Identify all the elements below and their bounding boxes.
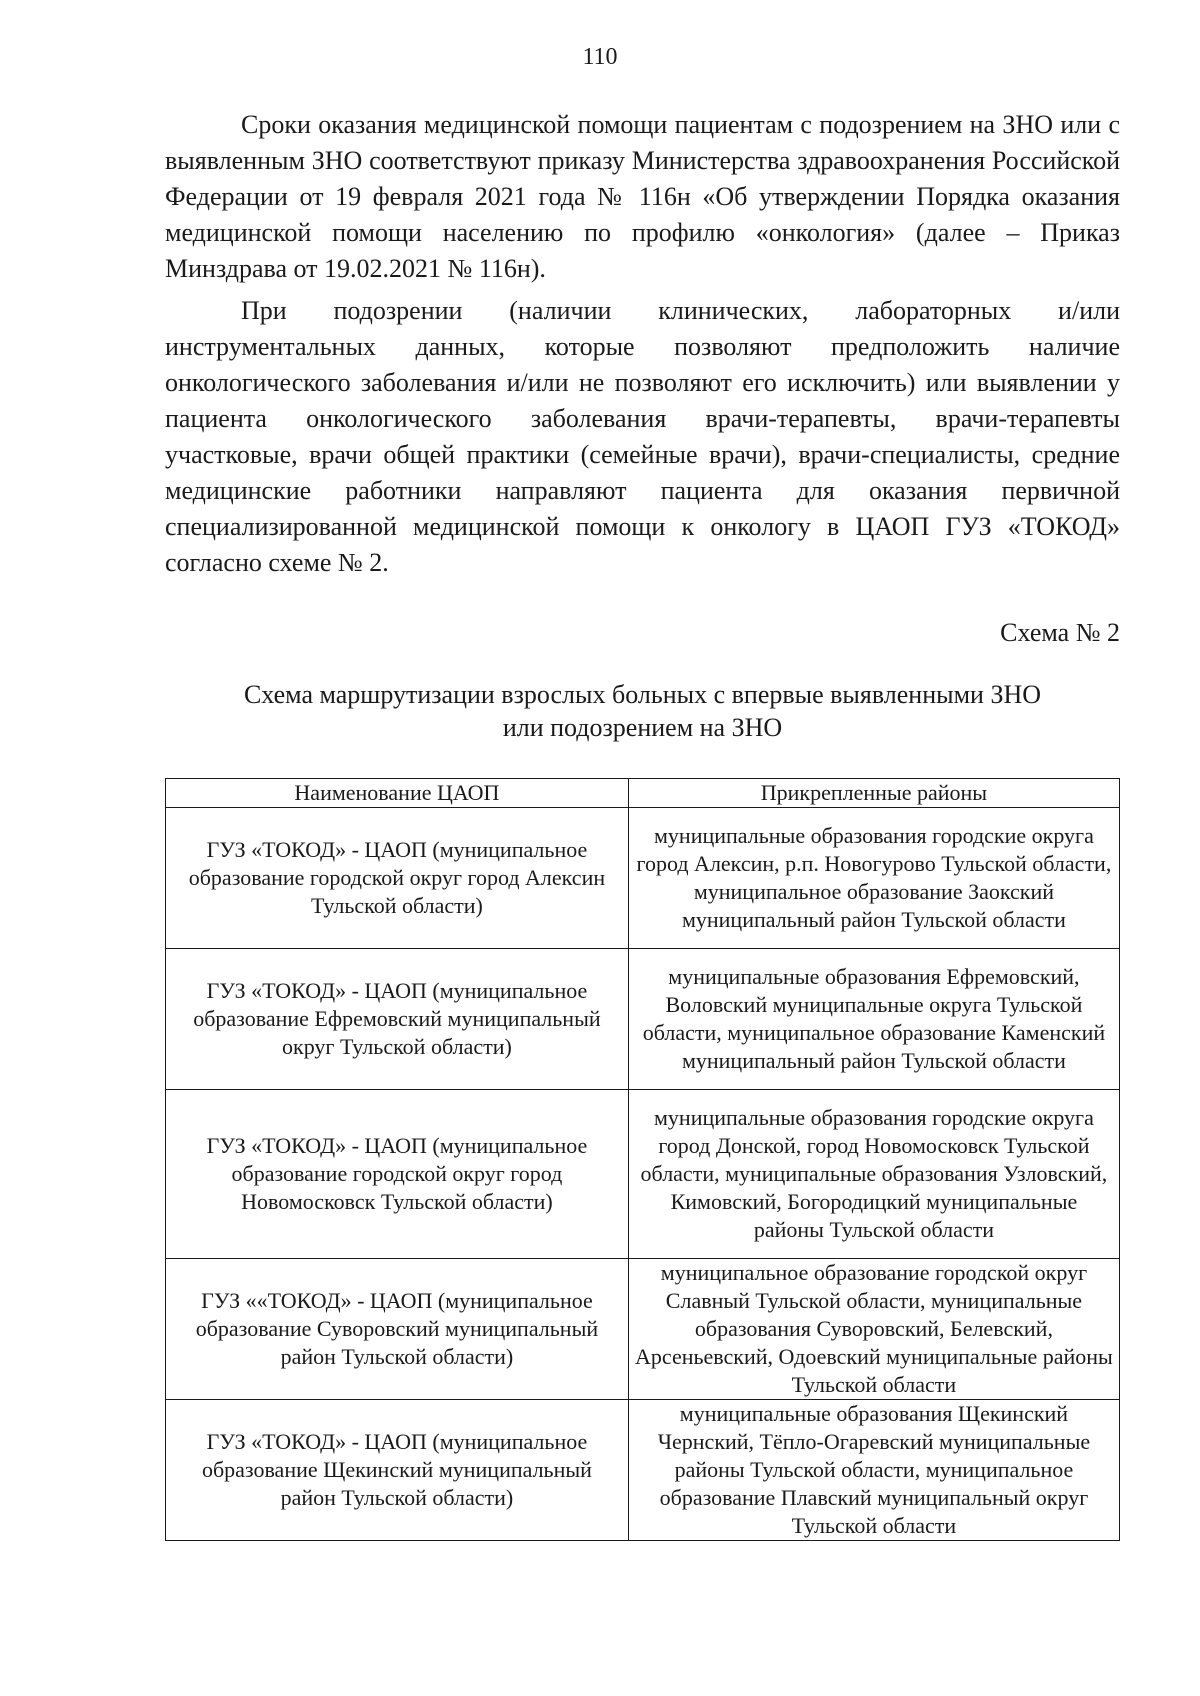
caop-name-cell: ГУЗ «ТОКОД» - ЦАОП (муниципальное образование городской округ город Алексин Тульской области) (166, 808, 629, 949)
table-row (166, 808, 1120, 949)
table-header-row (166, 779, 1120, 808)
header-attached-areas: Прикрепленные районы (628, 779, 1119, 808)
table-row (166, 1259, 1120, 1400)
paragraph-referral: При подозрении (наличии клинических, лабораторных и/или инструментальных данных, которые позволяют предположить наличие онкологического заболевания и/или не позволяют его исключить) или выявлении у пациента онкологического заболевания врачи-терапевты, врачи-терапевты участковые, врачи общей практики (семейные врачи), врачи-специалисты, средние медицинские работники направляют пациента для оказания первичной специализированной медицинской помощи к онкологу в ЦАОП ГУЗ «ТОКОД» согласно схеме № 2. (165, 296, 1120, 577)
paragraph-deadlines: Сроки оказания медицинской помощи пациентам с подозрением на ЗНО или с выявленным ЗНО соответствуют приказу Министерства здравоохранения Российской Федерации от 19 февраля 2021 года № 116н «Об утверждении Порядка оказания медицинской помощи населению по профилю «онкология» (далее – Приказ Минздрава от 19.02.2021 № 116н). (165, 110, 1120, 283)
caop-name-cell: ГУЗ «ТОКОД» - ЦАОП (муниципальное образование Щекинский муниципальный район Тульской области) (166, 1400, 629, 1541)
table-title-line-1: Схема маршрутизации взрослых больных с впервые выявленными ЗНО (243, 680, 1042, 709)
table-title-line-2: или подозрением на ЗНО (502, 713, 783, 742)
routing-table (165, 778, 1120, 1541)
attached-areas-cell: муниципальные образования Ефремовский, Воловский муниципальные округа Тульской области, муниципальное образование Каменский муниципальный район Тульской области (628, 949, 1119, 1090)
attached-areas-cell: муниципальные образования городские округа город Донской, город Новомосковск Тульской области, муниципальные образования Узловский, Кимовский, Богородицкий муниципальные районы Тульской области (628, 1090, 1119, 1259)
caop-name-cell: ГУЗ ««ТОКОД» - ЦАОП (муниципальное образование Суворовский муниципальный район Тульской области) (166, 1259, 629, 1400)
attached-areas-cell: муниципальные образования Щекинский Чернский, Тёпло-Огаревский муниципальные районы Тульской области, муниципальное образование Плавский муниципальный округ Тульской области (628, 1400, 1119, 1541)
page-number: 110 (582, 44, 618, 70)
header-caop-name: Наименование ЦАОП (166, 779, 629, 808)
attached-areas-cell: муниципальное образование городской округ Славный Тульской области, муниципальные образования Суворовский, Белевский, Арсеньевский, Одоевский муниципальные районы Тульской области (628, 1259, 1119, 1400)
table-title (165, 678, 1120, 744)
caop-name-cell: ГУЗ «ТОКОД» - ЦАОП (муниципальное образование Ефремовский муниципальный округ Тульской области) (166, 949, 629, 1090)
table-row (166, 949, 1120, 1090)
caop-name-cell: ГУЗ «ТОКОД» - ЦАОП (муниципальное образование городской округ город Новомосковск Тульской области) (166, 1090, 629, 1259)
attached-areas-cell: муниципальные образования городские округа город Алексин, р.п. Новогурово Тульской области, муниципальное образование Заокский муниципальный район Тульской области (628, 808, 1119, 949)
table-row (166, 1400, 1120, 1541)
table-row (166, 1090, 1120, 1259)
schema-label: Схема № 2 (1000, 618, 1120, 647)
